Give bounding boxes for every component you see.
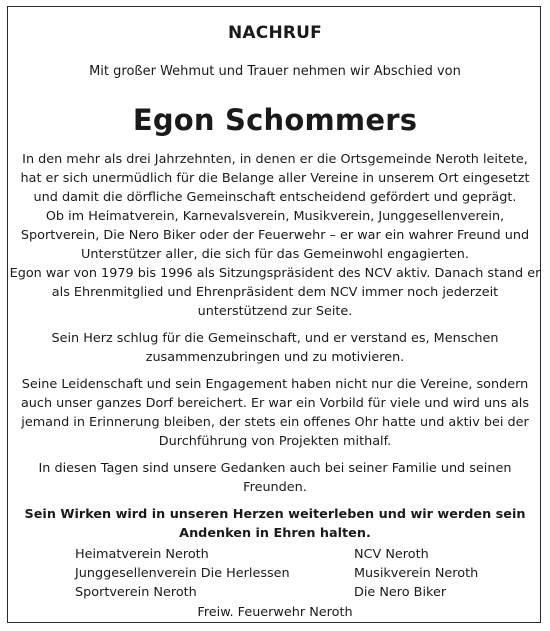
paragraph-family [8,459,542,497]
text-line: Freunden. [243,480,307,495]
signatory-bottom: Freiw. Feuerwehr Neroth [197,605,353,620]
signatory: Musikverein Neroth [354,566,479,581]
paragraph-heart [8,329,542,367]
intro-text: Mit großer Wehmut und Trauer nehmen wir Abschied von [89,64,461,79]
text-line: als Ehrenmitglied und Ehrenpräsident dem NCV immer noch jederzeit [51,285,499,300]
text-line: Sein Herz schlug für die Gemeinschaft, und er verstand es, Menschen [51,331,499,346]
signatory: Sportverein Neroth [75,585,197,600]
text-line: hat er sich unermüdlich für die Belange aller Vereine in unserem Ort eingesetzt [20,171,530,186]
text-line: Andenken in Ehren halten. [179,526,371,541]
signatories [8,545,542,603]
text-line: unterstützend zur Seite. [197,304,353,319]
deceased-name: Egon Schommers [132,103,418,137]
text-line: auch unser ganzes Dorf bereichert. Er war ein Vorbild für viele und wird uns als [20,396,530,411]
text-line: Sportverein, Die Nero Biker oder der Feuerwehr – er war ein wahrer Freund und [20,228,530,243]
signatory: Die Nero Biker [354,585,447,600]
text-line: Ob im Heimatverein, Karnevalsverein, Musikverein, Junggesellenverein, [45,209,505,224]
text-line: Unterstützer aller, die sich für das Gemeinwohl engagierten. [81,247,469,262]
text-line: und damit die dörfliche Gemeinschaft entscheidend gefördert und geprägt. [33,190,517,205]
text-line: jemand in Erinnerung bleiben, der stets ein offenes Ohr hatte und aktiv bei der [21,415,529,430]
text-line: In diesen Tagen sind unsere Gedanken auch bei seiner Familie und seinen [38,461,512,476]
text-line: Durchführung von Projekten mithalf. [158,434,392,449]
paragraph-tenure [8,150,542,321]
signatory: Junggesellenverein Die Herlessen [75,566,290,581]
text-line: Seine Leidenschaft und sein Engagement haben nicht nur die Vereine, sondern [21,377,529,392]
closing-statement [8,505,542,543]
text-line: zusammenzubringen und zu motivieren. [145,350,405,365]
signatory: NCV Neroth [354,547,429,562]
text-line: Egon war von 1979 bis 1996 als Sitzungspräsident des NCV aktiv. Danach stand er [9,266,541,281]
obituary-heading: NACHRUF [228,23,322,43]
signatory: Heimatverein Neroth [75,547,209,562]
text-line: Sein Wirken wird in unseren Herzen weiterleben und wir werden sein [24,507,526,522]
signatories-right-column [354,545,478,602]
signatories-left-column [75,545,290,602]
paragraph-passion [8,375,542,451]
obituary-content [8,6,542,622]
text-line: In den mehr als drei Jahrzehnten, in denen er die Ortsgemeinde Neroth leitete, [22,152,528,167]
